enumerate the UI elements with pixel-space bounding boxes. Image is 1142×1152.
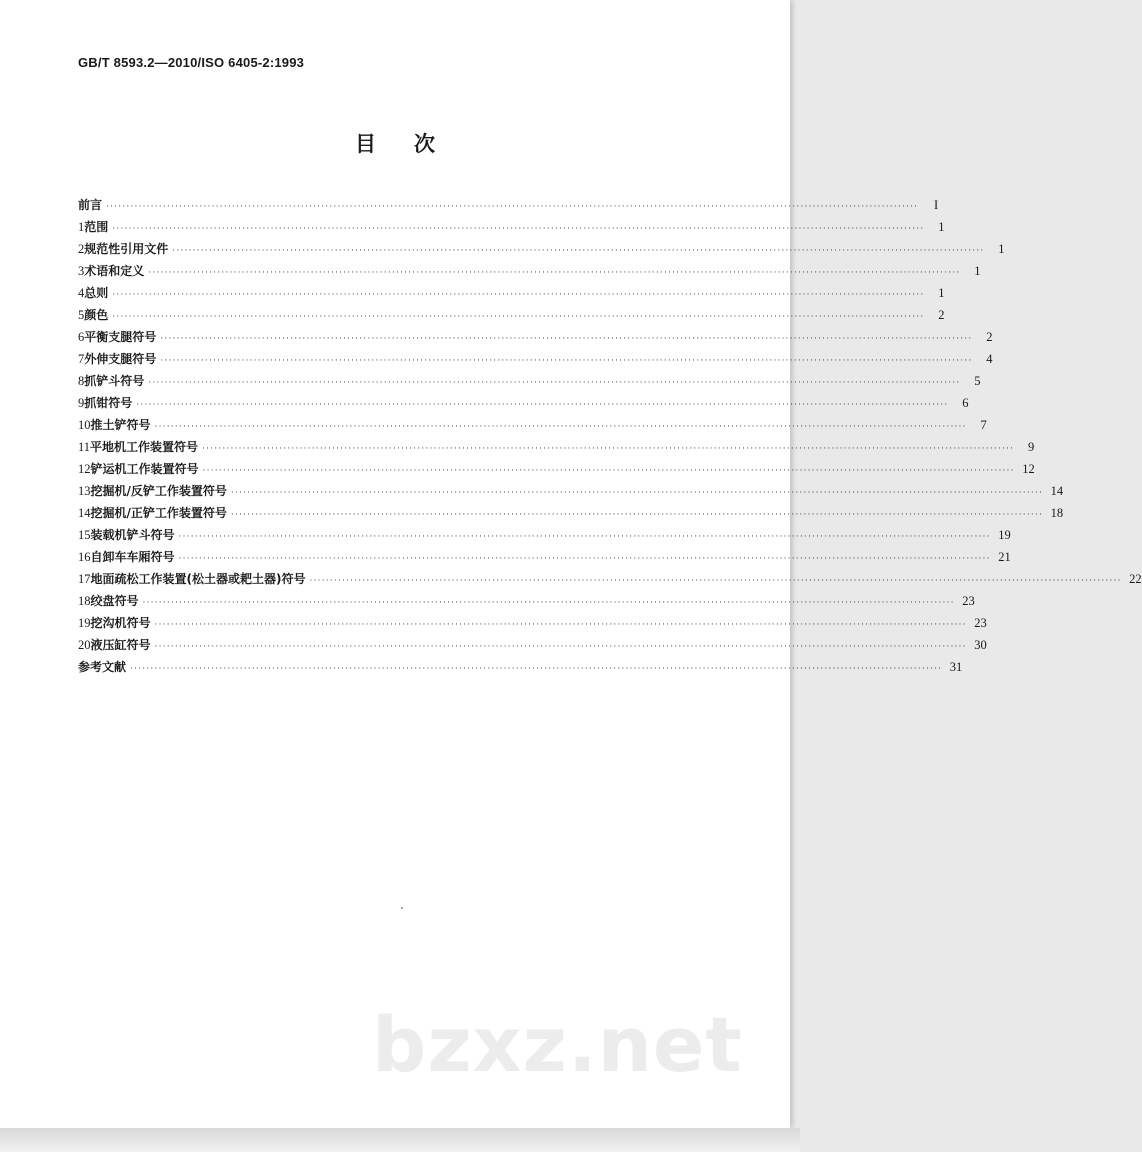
toc-entry-page: 19 — [998, 528, 1011, 542]
toc-entry-label: 前言 — [78, 198, 103, 212]
toc-leader-dots: ········································································································································································································ — [160, 356, 973, 366]
watermark: bzxz.net — [372, 1000, 743, 1089]
toc-entry[interactable] — [78, 460, 1035, 482]
toc-entry-page: 1 — [998, 242, 1005, 256]
toc-leader-dots: ········································································································································································································ — [172, 246, 985, 256]
toc-entry-number: 11 — [78, 440, 91, 454]
toc-leader-dots: ········································································································································································································ — [202, 466, 1015, 476]
toc-entry-page: 18 — [1050, 506, 1064, 520]
toc-entry-number: 5 — [78, 308, 85, 322]
toc-entry-label: 规范性引用文件 — [84, 242, 169, 256]
toc-entry[interactable] — [78, 504, 1064, 526]
toc-entry[interactable] — [78, 592, 975, 614]
toc-entry-page: 12 — [1022, 462, 1035, 476]
toc-entry-number: 13 — [78, 484, 91, 498]
toc-leader-dots: ········································································································································································································ — [230, 488, 1044, 498]
toc-entry-label: 挖掘机/正铲工作装置符号 — [90, 506, 227, 520]
toc-entry-number: 2 — [78, 242, 85, 256]
toc-entry[interactable] — [78, 372, 981, 394]
toc-entry-number: 8 — [78, 374, 85, 388]
toc-entry[interactable] — [78, 548, 1011, 570]
toc-entry-page: 2 — [938, 308, 945, 322]
toc-entry[interactable] — [78, 570, 1142, 592]
toc-entry-label: 地面疏松工作装置(松土器或耙土器)符号 — [90, 572, 306, 586]
toc-entry-page: 9 — [1027, 440, 1035, 454]
toc-entry-number: 16 — [78, 550, 91, 564]
toc-entry-number: 15 — [78, 528, 91, 542]
toc-leader-dots: ········································································································································································································ — [154, 642, 967, 652]
toc-leader-dots: ········································································································································································································ — [202, 444, 1015, 454]
toc-leader-dots: ········································································································································································································ — [112, 224, 925, 234]
toc-entry-number: 4 — [78, 286, 85, 300]
toc-leader-dots: ········································································································································································································ — [178, 532, 991, 542]
toc-entry[interactable] — [78, 416, 987, 438]
toc-leader-dots: ········································································································································································································ — [136, 400, 949, 410]
toc-entry-label: 术语和定义 — [84, 264, 145, 278]
toc-entry-page: 22 — [1129, 572, 1142, 586]
toc-leader-dots: ········································································································································································································ — [148, 378, 961, 388]
toc-entry-page: 23 — [974, 616, 987, 630]
toc-leader-dots: ········································································································································································································ — [154, 422, 967, 432]
toc-entry-label: 抓铲斗符号 — [84, 374, 145, 388]
toc-entry-label: 平地机工作装置符号 — [90, 440, 199, 454]
toc-leader-dots: ········································································································································································································ — [148, 268, 961, 278]
table-of-contents — [78, 196, 1142, 680]
toc-leader-dots: ········································································································································································································ — [130, 664, 943, 674]
toc-entry-label: 平衡支腿符号 — [84, 330, 157, 344]
toc-entry-number: 7 — [78, 352, 85, 366]
toc-entry-label: 挖沟机符号 — [90, 616, 151, 630]
toc-entry-label: 自卸车车厢符号 — [90, 550, 175, 564]
toc-entry-page: 23 — [962, 594, 975, 608]
toc-leader-dots: ········································································································································································································ — [142, 598, 955, 608]
toc-entry-label: 参考文献 — [78, 660, 127, 674]
standard-number: GB/T 8593.2—2010/ISO 6405-2:1993 — [78, 55, 305, 70]
toc-entry-page: 5 — [974, 374, 981, 388]
toc-entry[interactable] — [78, 196, 939, 218]
toc-entry-label: 外伸支腿符号 — [84, 352, 157, 366]
toc-entry[interactable] — [78, 328, 993, 350]
toc-leader-dots: ········································································································································································································ — [160, 334, 973, 344]
toc-entry[interactable] — [78, 526, 1011, 548]
scan-speck — [401, 907, 403, 909]
toc-entry-page: 30 — [974, 638, 987, 652]
toc-entry-label: 绞盘符号 — [90, 594, 139, 608]
page-bottom-edge — [0, 1128, 800, 1152]
toc-entry[interactable] — [78, 636, 987, 658]
toc-entry[interactable] — [78, 614, 987, 636]
toc-entry-label: 挖掘机/反铲工作装置符号 — [90, 484, 227, 498]
toc-entry-page: 21 — [998, 550, 1011, 564]
toc-title-right: 次 — [414, 132, 435, 156]
toc-entry-number: 9 — [78, 396, 85, 410]
toc-entry-number: 10 — [78, 418, 91, 432]
toc-leader-dots: ········································································································································································································ — [106, 202, 919, 212]
toc-entry-number: 6 — [78, 330, 85, 344]
toc-entry-number: 1 — [78, 220, 85, 234]
toc-entry[interactable] — [78, 218, 945, 240]
toc-entry-page: 1 — [938, 220, 945, 234]
toc-entry-number: 12 — [78, 462, 91, 476]
toc-entry-label: 推土铲符号 — [90, 418, 151, 432]
toc-leader-dots: ········································································································································································································ — [112, 290, 925, 300]
toc-entry-number: 17 — [78, 572, 91, 586]
toc-entry[interactable] — [78, 394, 969, 416]
toc-entry-page: 2 — [986, 330, 993, 344]
toc-entry-page: 1 — [938, 286, 945, 300]
toc-entry-label: 液压缸符号 — [90, 638, 151, 652]
toc-entry-label: 颜色 — [84, 308, 109, 322]
toc-entry-label: 抓钳符号 — [84, 396, 133, 410]
toc-leader-dots: ········································································································································································································ — [309, 576, 1122, 586]
toc-entry-page: 7 — [980, 418, 987, 432]
toc-entry-label: 范围 — [84, 220, 109, 234]
toc-leader-dots: ········································································································································································································ — [154, 620, 967, 630]
toc-entry-page: 14 — [1050, 484, 1064, 498]
toc-entry[interactable] — [78, 306, 945, 328]
toc-entry-number: 3 — [78, 264, 85, 278]
toc-entry-page: 4 — [986, 352, 993, 366]
toc-entry-number: 18 — [78, 594, 91, 608]
toc-entry[interactable] — [78, 658, 963, 680]
toc-title-left: 目 — [355, 132, 376, 156]
toc-entry[interactable] — [78, 438, 1035, 460]
toc-entry-page: 1 — [974, 264, 981, 278]
toc-title — [0, 128, 790, 158]
toc-entry-number: 20 — [78, 638, 91, 652]
toc-entry-number: 19 — [78, 616, 91, 630]
toc-entry[interactable] — [78, 240, 1005, 262]
toc-entry-label: 铲运机工作装置符号 — [90, 462, 199, 476]
toc-entry-page: 31 — [949, 660, 963, 674]
toc-entry[interactable] — [78, 262, 981, 284]
toc-leader-dots: ········································································································································································································ — [230, 510, 1044, 520]
toc-leader-dots: ········································································································································································································ — [178, 554, 991, 564]
toc-entry[interactable] — [78, 350, 993, 372]
toc-entry-page: 6 — [962, 396, 969, 410]
toc-entry-number: 14 — [78, 506, 91, 520]
toc-entry[interactable] — [78, 284, 945, 306]
toc-entry-page: I — [934, 198, 939, 212]
toc-leader-dots: ········································································································································································································ — [112, 312, 925, 322]
toc-entry-label: 装载机铲斗符号 — [90, 528, 175, 542]
toc-entry-label: 总则 — [84, 286, 109, 300]
toc-entry[interactable] — [78, 482, 1064, 504]
